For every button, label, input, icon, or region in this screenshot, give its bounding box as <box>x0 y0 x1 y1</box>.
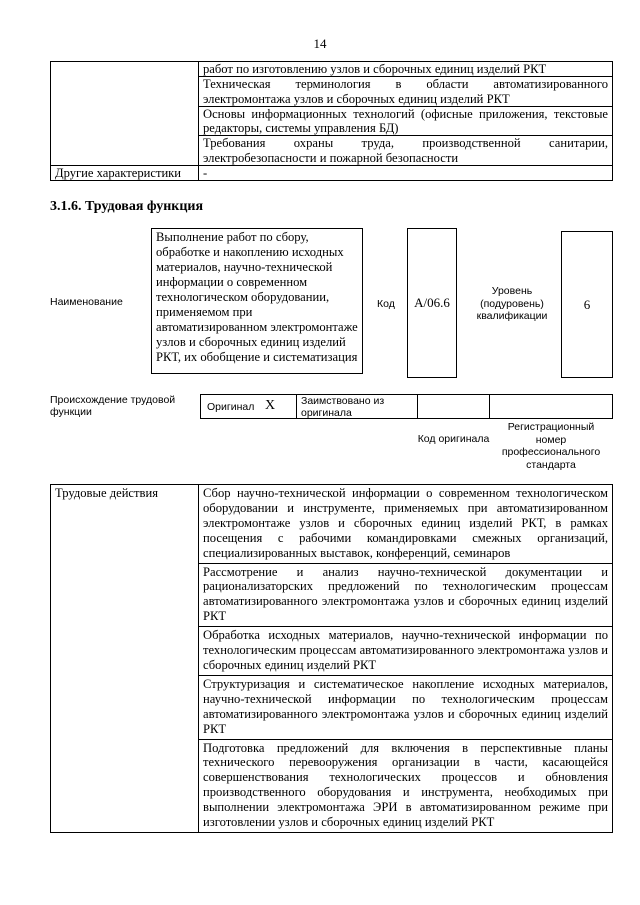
borrowed-box <box>296 394 418 419</box>
knowledge-table-continuation <box>50 61 613 181</box>
level-label: Уровень (подуровень) квалификации <box>476 285 548 322</box>
page-number: 14 <box>313 36 327 51</box>
registration-caption: Регистрационный номер профессионального стандарта <box>501 421 601 471</box>
registration-number-box <box>489 394 613 419</box>
other-characteristics-value: - <box>199 166 613 181</box>
origin-label: Происхождение трудовой функции <box>50 394 176 418</box>
labor-action-item: Рассмотрение и анализ научно-технической документации и рационализаторских предложений по технологическим процессам автоматизированного электромонтажа узлов и сборочных единиц изделий РКТ <box>199 563 613 627</box>
code-original-caption: Код оригинала <box>417 433 490 445</box>
labor-action-item: Сбор научно-технической информации о современном технологическом оборудовании и инструменте, применяемых при автоматизированном электромонтаже узлов и сборочных единиц изделий РКТ, в рамках посещения с рабочими командировками смежных организаций, специализированных выставок, конференций, семинаров <box>199 485 613 564</box>
original-box <box>200 394 297 419</box>
code-label: Код <box>377 298 395 310</box>
knowledge-item: Требования охраны труда, производственной санитарии, электробезопасности и пожарной безопасности <box>199 136 613 166</box>
original-mark: X <box>265 398 276 413</box>
knowledge-item: Техническая терминология в области автоматизированного электромонтажа узлов и сборочных единиц изделий РКТ <box>199 77 613 107</box>
code-value: А/06.6 <box>407 228 457 378</box>
empty-cell <box>51 62 199 166</box>
level-value: 6 <box>561 231 613 378</box>
labor-actions-label: Трудовые действия <box>51 485 199 833</box>
code-original-box <box>417 394 490 419</box>
borrowed-label: Заимствовано из оригинала <box>301 395 385 419</box>
knowledge-item: Основы информационных технологий (офисные приложения, текстовые редакторы, системы управления БД) <box>199 106 613 136</box>
labor-action-item: Обработка исходных материалов, научно-технической информации по технологическим процессам автоматизированного электромонтажа узлов и сборочных единиц изделий РКТ <box>199 627 613 676</box>
original-label: Оригинал <box>207 401 255 413</box>
knowledge-item: работ по изготовлению узлов и сборочных единиц изделий РКТ <box>199 62 613 77</box>
labor-action-item: Структуризация и систематическое накопление исходных материалов, научно-технической информации по технологическим процессам автоматизированного электромонтажа узлов и сборочных единиц изделий РКТ <box>199 675 613 739</box>
section-title: 3.1.6. Трудовая функция <box>50 199 204 214</box>
labor-action-item: Подготовка предложений для включения в перспективные планы технического перевооружения организации в части, касающейся совершенствования технологических процессов и обновления производственного оборудования и инструмента, необходимых при выполнении электромонтажа ЭРИ в автоматизированном режиме при изготовлении узлов и сборочных единиц изделий РКТ <box>199 739 613 832</box>
name-label: Наименование <box>50 296 123 308</box>
labor-actions-table <box>50 484 613 833</box>
function-name-box: Выполнение работ по сбору, обработке и накоплению исходных материалов, научно-технической информации о современном технологическом оборудовании, применяемом при автоматизированном электромонтаже узлов и сборочных единиц изделий РКТ, их обобщение и систематизация <box>151 228 363 374</box>
other-characteristics-label: Другие характеристики <box>51 166 199 181</box>
